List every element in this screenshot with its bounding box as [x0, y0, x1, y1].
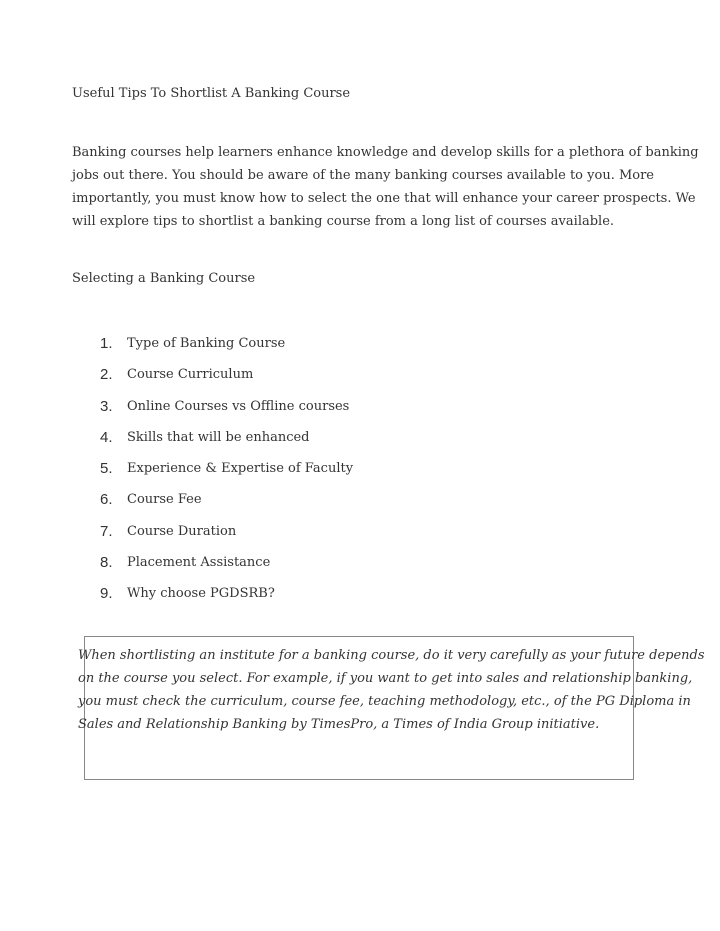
callout-paragraph: [78, 644, 705, 736]
intro-line: importantly, you must know how to select the one that will enhance your career prospects. We: [72, 191, 696, 206]
list-item-text: Type of Banking Course: [127, 336, 286, 352]
list-item-number: 5.: [100, 460, 113, 478]
list-item: [100, 453, 353, 484]
intro-line: Banking courses help learners enhance knowledge and develop skills for a plethora of banking: [72, 145, 699, 160]
list-item-number: 9.: [100, 585, 113, 603]
list-item-number: 1.: [100, 335, 113, 353]
list-item-number: 8.: [100, 553, 113, 571]
intro-line: jobs out there. You should be aware of the many banking courses available to you. More: [72, 168, 654, 183]
list-item-text: Skills that will be enhanced: [127, 429, 310, 445]
list-item-text: Placement Assistance: [127, 554, 271, 570]
list-item-text: Course Curriculum: [127, 367, 254, 383]
list-item-number: 2.: [100, 366, 113, 384]
list-item-text: Online Courses vs Offline courses: [127, 398, 350, 414]
list-item: [100, 359, 353, 390]
list-item-number: 4.: [100, 428, 113, 446]
list-item-number: 3.: [100, 397, 113, 415]
list-item-text: Course Fee: [127, 492, 202, 508]
document-title: Useful Tips To Shortlist A Banking Course: [72, 86, 351, 101]
list-item-text: Experience & Expertise of Faculty: [127, 461, 354, 477]
intro-paragraph: [72, 141, 699, 233]
list-item-number: 6.: [100, 491, 113, 509]
list-item: [100, 484, 353, 515]
callout-line: you must check the curriculum, course fee, teaching methodology, etc., of the PG Diploma in: [78, 694, 691, 709]
section-heading: Selecting a Banking Course: [72, 271, 256, 286]
list-item: [100, 516, 353, 547]
list-item-number: 7.: [100, 522, 113, 540]
callout-line: When shortlisting an institute for a banking course, do it very carefully as your future depends: [78, 648, 705, 663]
list-item: [100, 422, 353, 453]
tips-list: [100, 328, 353, 609]
list-item-text: Why choose PGDSRB?: [127, 586, 275, 602]
callout-line: Sales and Relationship Banking by TimesPro, a Times of India Group initiative.: [78, 717, 600, 732]
intro-line: will explore tips to shortlist a banking course from a long list of courses available.: [72, 214, 615, 229]
callout-box: [78, 636, 705, 780]
list-item: [100, 547, 353, 578]
list-item-text: Course Duration: [127, 523, 237, 539]
list-item: [100, 391, 353, 422]
callout-line: on the course you select. For example, if you want to get into sales and relationship banking,: [78, 671, 693, 686]
list-item: [100, 328, 353, 359]
list-item: [100, 578, 353, 609]
